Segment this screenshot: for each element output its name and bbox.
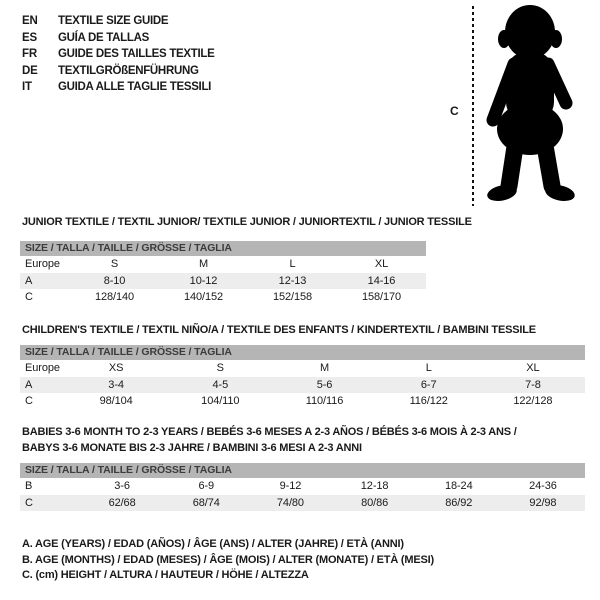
table-cell: L bbox=[425, 362, 432, 374]
language-title-block bbox=[22, 13, 215, 96]
lang-title: TEXTILE SIZE GUIDE bbox=[58, 15, 169, 28]
row-label: A bbox=[25, 274, 33, 287]
table-row-age-months bbox=[20, 478, 585, 495]
lang-code: DE bbox=[22, 64, 38, 77]
baby-silhouette bbox=[478, 2, 594, 210]
table-row-age bbox=[20, 273, 426, 290]
table-cell: L bbox=[289, 258, 296, 270]
table-cell: 92/98 bbox=[529, 496, 557, 509]
table-cell: 80/86 bbox=[361, 496, 389, 509]
table-cell: M bbox=[319, 362, 330, 374]
lang-row-en bbox=[22, 13, 215, 30]
row-label: C bbox=[25, 496, 33, 509]
height-measure-dotted-line bbox=[472, 6, 474, 206]
table-row-europe bbox=[20, 256, 426, 273]
table-cell: 8-10 bbox=[103, 274, 126, 287]
babies-table-title-line1: BABIES 3-6 MONTH TO 2-3 YEARS / BEBÉS 3-6 MESES A 2-3 AÑOS / BÉBÉS 3-6 MOIS À 2-3 ANS / bbox=[22, 426, 517, 438]
table-cell: 10-12 bbox=[189, 274, 218, 287]
table-cell: 104/110 bbox=[201, 395, 240, 407]
lang-title: GUÍA DE TALLAS bbox=[58, 31, 149, 44]
table-cell: 74/80 bbox=[276, 496, 304, 509]
table-cell: 122/128 bbox=[513, 395, 553, 407]
lang-title: GUIDA ALLE TAGLIE TESSILI bbox=[58, 81, 212, 94]
children-size-table bbox=[20, 345, 585, 410]
row-label: C bbox=[25, 291, 33, 303]
table-cell: 24-36 bbox=[529, 480, 557, 492]
lang-row-es bbox=[22, 30, 215, 47]
row-label: B bbox=[25, 480, 33, 492]
footnote-b: B. AGE (MONTHS) / EDAD (MESES) / ÂGE (MOIS) / ALTER (MONATE) / ETÀ (MESI) bbox=[22, 553, 434, 566]
row-label: Europe bbox=[25, 258, 60, 270]
table-row-height bbox=[20, 393, 585, 410]
table-row-age bbox=[20, 377, 585, 394]
table-cell: 3-6 bbox=[114, 480, 130, 492]
table-cell: 4-5 bbox=[212, 378, 229, 391]
table-cell: XS bbox=[108, 362, 124, 374]
lang-row-de bbox=[22, 63, 215, 80]
table-cell: 62/68 bbox=[108, 496, 136, 509]
size-header-bar: SIZE / TALLA / TAILLE / GRÖSSE / TAGLIA bbox=[20, 345, 585, 360]
table-cell: 68/74 bbox=[192, 496, 220, 509]
table-cell: 14-16 bbox=[367, 274, 396, 287]
junior-table-title: JUNIOR TEXTILE / TEXTIL JUNIOR/ TEXTILE JUNIOR / JUNIORTEXTIL / JUNIOR TESSILE bbox=[22, 216, 472, 228]
row-label: C bbox=[25, 395, 33, 407]
table-cell: M bbox=[198, 258, 209, 270]
lang-title: GUIDE DES TAILLES TEXTILE bbox=[58, 48, 215, 61]
table-cell: 158/170 bbox=[361, 291, 402, 303]
table-cell: 98/104 bbox=[99, 395, 133, 407]
table-cell: 152/158 bbox=[272, 291, 313, 303]
table-cell: 6-7 bbox=[420, 378, 437, 391]
junior-size-table bbox=[20, 241, 426, 306]
lang-title: TEXTILGRÖßENFÜHRUNG bbox=[58, 64, 199, 77]
table-cell: 5-6 bbox=[316, 378, 333, 391]
babies-table-title-line2: BABYS 3-6 MONATE BIS 2-3 JAHRE / BAMBINI 3-6 MESI A 2-3 ANNI bbox=[22, 442, 362, 454]
table-row-height bbox=[20, 495, 585, 512]
height-measure-label: C bbox=[450, 104, 459, 118]
table-cell: 7-8 bbox=[525, 378, 541, 391]
babies-size-table bbox=[20, 463, 585, 511]
table-cell: S bbox=[110, 258, 119, 270]
table-cell: 116/122 bbox=[409, 395, 448, 407]
table-cell: 3-4 bbox=[108, 378, 124, 391]
lang-code: IT bbox=[22, 81, 32, 94]
table-cell: 12-18 bbox=[360, 480, 389, 492]
table-cell: 140/152 bbox=[183, 291, 224, 303]
table-cell: 9-12 bbox=[279, 480, 302, 492]
children-table-title: CHILDREN'S TEXTILE / TEXTIL NIÑO/A / TEXTILE DES ENFANTS / KINDERTEXTIL / BAMBINI TESSILE bbox=[22, 324, 536, 336]
table-cell: S bbox=[216, 362, 224, 374]
table-row-europe bbox=[20, 360, 585, 377]
lang-row-fr bbox=[22, 46, 215, 63]
row-label: Europe bbox=[25, 362, 60, 374]
lang-row-it bbox=[22, 79, 215, 96]
lang-code: EN bbox=[22, 15, 38, 28]
size-header-bar: SIZE / TALLA / TAILLE / GRÖSSE / TAGLIA bbox=[20, 241, 426, 256]
footnote-c: C. (cm) HEIGHT / ALTURA / HAUTEUR / HÖHE / ALTEZZA bbox=[22, 569, 309, 581]
table-cell: 86/92 bbox=[445, 496, 473, 509]
table-cell: 12-13 bbox=[278, 274, 307, 287]
table-cell: 18-24 bbox=[444, 480, 473, 492]
table-row-height bbox=[20, 289, 426, 306]
size-header-bar: SIZE / TALLA / TAILLE / GRÖSSE / TAGLIA bbox=[20, 463, 585, 478]
lang-code: FR bbox=[22, 48, 37, 61]
row-label: A bbox=[25, 378, 33, 391]
footnote-a: A. AGE (YEARS) / EDAD (AÑOS) / ÂGE (ANS) / ALTER (JAHRE) / ETÀ (ANNI) bbox=[22, 538, 404, 550]
table-cell: 128/140 bbox=[94, 291, 135, 303]
table-cell: 6-9 bbox=[198, 480, 215, 492]
table-cell: XL bbox=[374, 258, 389, 270]
table-cell: XL bbox=[526, 362, 540, 374]
table-cell: 110/116 bbox=[305, 395, 344, 407]
legend-footnotes bbox=[22, 537, 434, 584]
lang-code: ES bbox=[22, 31, 37, 44]
